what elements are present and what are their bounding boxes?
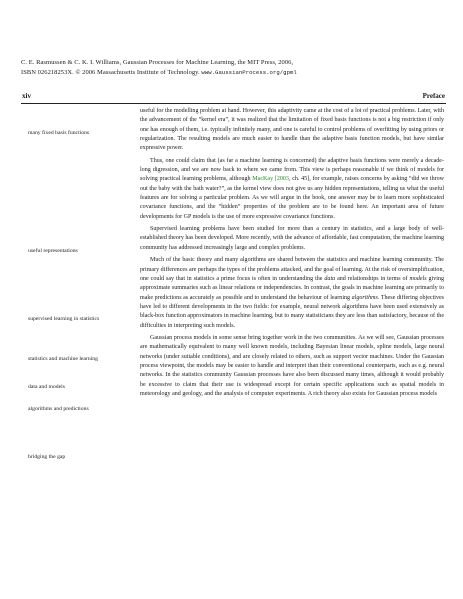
paragraph-4-text-a: Much of the basic theory and many algorithms are shared between the statistics and machine learning community. The primary differences are perhaps the types of the problems attacked, and the goal of learning. At the risk of oversimplification, one could say that in statistics a prime focus is often in understanding the (140, 257, 444, 282)
margin-note-algorithms-predictions: algorithms and predictions (28, 406, 89, 412)
margin-note-data-models: data and models (28, 384, 65, 390)
citation-isbn-copyright: ISBN 026218253X. © 2006 Massachusetts Institute of Technology. (21, 68, 202, 76)
header-rule (21, 103, 446, 104)
paragraph-4 (140, 256, 444, 331)
emphasis-models: models (409, 275, 427, 282)
citation-line-2 (21, 68, 446, 78)
paragraph-2-text-b: , ch. 45], for example, raises concerns by asking “did we throw out the baby with the bath water?”, as the kernel view does not give us any hidden representations, telling us what the useful features are for solving a particular problem. As we will argue in the book, one answer may be to learn more sophisticated covariance functions, and the “hidden” properties of the problem are to be found here. An important area of future developments for GP models is the use of more expressive covariance functions. (140, 176, 445, 220)
margin-note-fixed-basis: many fixed basis functions (28, 130, 90, 136)
emphasis-algorithms: algorithms (351, 294, 378, 301)
paragraph-5: Gaussian process models in some sense bring together work in the two communities. As we will see, Gaussian processes are mathematically equivalent to many well known models, including Bayesian linear models, spline models, large neural networks (under suitable conditions), and are closely related to others, such as support vector machines. Under the Gaussian process viewpoint, the models may be easier to handle and interpret than their conventional counterparts, such as e.g. neural networks. In the statistics community Gaussian processes have also been discussed many times, although it would probably be excessive to claim that their use is widespread except for certain specific applications such as spatial models in meteorology and geology, and the analysis of computer experiments. A rich theory also exists for Gaussian process models (140, 334, 444, 397)
margin-note-statistics-ml: statistics and machine learning (28, 356, 98, 362)
mackay-citation-link[interactable]: MacKay [2003 (252, 176, 289, 183)
paragraph-2-text-a: Thus, one could claim that (as far a machine learning is concerned) the adaptive basis functions were merely a decade-long digression, and we are now back to where we came from. This view is perhaps reasonable if we think of models for solving practical learning problems, although (140, 157, 444, 183)
paragraph-2 (140, 157, 444, 222)
paragraph-3: Supervised learning problems have been studied for more than a century in statistics, and a large body of well-established theory has been developed. More recently, with the advance of affordable, fast computation, the machine learning community has addressed increasingly large and complex problems. (140, 226, 444, 251)
citation-url: www.GaussianProcess.org/gpml (201, 68, 297, 76)
paragraph-4-text-b: and relationships in terms of (335, 275, 410, 282)
emphasis-data: data (324, 275, 336, 282)
body-text (140, 107, 444, 402)
paragraph-4-text-c: giving approximate summaries such as linear relations or independencies. In contrast, the goals in machine learning are primarily to make predictions as accurately as possible and to understand the behaviour of learning (140, 275, 444, 301)
margin-note-bridging-gap: bridging the gap (28, 454, 66, 460)
paragraph-4-text-d: . These differing objectives have led to different developments in the two fields: for example, neural network algorithms have been used extensively as black-box function approximators in machine learning, but to many statisticians they are less than satisfactory, because of the difficulties in interpreting such models. (140, 294, 445, 329)
page-number: xiv (22, 92, 31, 100)
citation-line-1: C. E. Rasmussen & C. K. I. Williams, Gaussian Processes for Machine Learning, the MIT Press, 2006, (21, 59, 294, 66)
running-header: Preface (422, 92, 445, 100)
margin-note-useful-representations: useful representations (28, 248, 78, 254)
margin-note-supervised-learning: supervised learning in statistics (28, 316, 100, 322)
citation-block (21, 58, 446, 77)
paragraph-1: useful for the modelling problem at hand. However, this adaptivity came at the cost of a lot of practical problems. Later, with the advancement of the “kernel era”, it was realized that the limitation of fixed basis functions is not a big restriction if only one has enough of them, i.e. typically infinitely many, and one is careful to control problems of overfitting by using priors or regularization. The resulting models are much easier to handle than the adaptive basis function models, but have similar expressive power. (140, 108, 444, 152)
